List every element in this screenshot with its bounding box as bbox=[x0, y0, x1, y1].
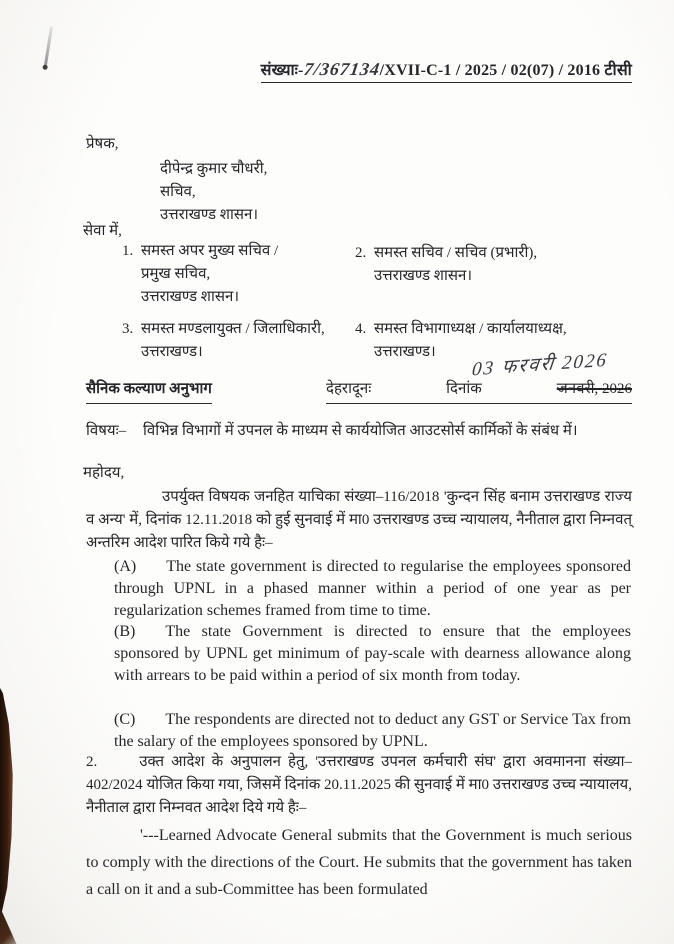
sender-details bbox=[160, 158, 267, 227]
recipient-item-1 bbox=[122, 240, 352, 309]
handwritten-date: 03 फरवरी 2026 bbox=[470, 349, 610, 381]
recipient-item-2 bbox=[355, 242, 625, 288]
place-date-group bbox=[326, 378, 632, 404]
recipient-line: समस्त विभागाध्यक्ष / कार्यालयाध्यक्ष, bbox=[374, 321, 567, 337]
subject-label: विषयः– bbox=[86, 423, 127, 439]
subject-text: विभिन्न विभागों में उपनल के माध्यम से कार्ययोजित आउटसोर्स कार्मिकों के संबंध में। bbox=[143, 423, 578, 439]
recipient-line: उत्तराखण्ड शासन। bbox=[374, 268, 473, 284]
court-direction-a bbox=[114, 556, 631, 622]
section-place-date-row bbox=[86, 378, 632, 404]
direction-text: The state government is directed to regularise the employees sponsored through UPNL in a phased manner within a period of one year as per regularization schemes framed from time to time. bbox=[114, 558, 631, 619]
subject-row bbox=[86, 420, 632, 442]
recipient-line: समस्त अपर मुख्य सचिव / bbox=[141, 243, 279, 259]
ref-handwritten-number: 7/367134 bbox=[302, 59, 382, 79]
sender-organization: उत्तराखण्ड शासन। bbox=[160, 207, 259, 223]
recipient-line: उत्तराखण्ड शासन। bbox=[141, 289, 240, 305]
ref-suffix: /XVII-C-1 / 2025 / 02(07) / 2016 टीसी bbox=[379, 62, 632, 79]
date-label: दिनांक bbox=[446, 381, 482, 397]
paragraph-2-text: उक्त आदेश के अनुपालन हेतु, 'उत्तराखण्ड उपनल कर्मचारी संघ' द्वारा अवमानना संख्या–402/2024 योजित किया गया, जिसमें दिनांक 20.11.2025 की सुनवाई में मा0 उत्तराखण्ड उच्च न्यायालय, नैनीताल द्वारा निम्नवत आदेश दिये गये हैः– bbox=[86, 754, 632, 816]
recipient-number: 2. bbox=[355, 245, 367, 261]
ref-prefix: संख्याः- bbox=[260, 62, 304, 79]
recipient-line: प्रमुख सचिव, bbox=[141, 266, 211, 282]
place-name: देहरादूनः bbox=[326, 381, 372, 397]
direction-tag: (A) bbox=[114, 558, 137, 575]
sender-name: दीपेन्द्र कुमार चौधरी, bbox=[160, 161, 268, 177]
recipient-line: समस्त मण्डलायुक्त / जिलाधिकारी, bbox=[141, 321, 325, 337]
reference-number-line bbox=[110, 58, 632, 83]
recipient-number: 3. bbox=[122, 321, 134, 337]
recipient-number: 4. bbox=[355, 321, 367, 337]
pen-mark bbox=[44, 26, 53, 66]
paragraph-2 bbox=[86, 751, 632, 820]
direction-text: The respondents are directed not to deduct any GST or Service Tax from the salary of the employees sponsored by UPNL. bbox=[114, 711, 631, 750]
scan-corner-artifact bbox=[0, 898, 30, 944]
direction-text: The state Government is directed to ensure that the employees sponsored by UPNL get minimum of pay-scale with dearness allowance along with arrears to be paid within a period of six month from today. bbox=[114, 623, 631, 684]
court-direction-b bbox=[114, 621, 631, 687]
sender-designation: सचिव, bbox=[160, 184, 196, 200]
recipient-line: समस्त सचिव / सचिव (प्रभारी), bbox=[374, 245, 538, 261]
quoted-order-paragraph: '---Learned Advocate General submits that the Government is much serious to comply with the directions of the Court. He submits that the government has taken a call on it and a sub-Committee has been formulated bbox=[86, 827, 632, 898]
recipient-line: उत्तराखण्ड। bbox=[141, 344, 203, 360]
direction-tag: (B) bbox=[114, 623, 136, 640]
printed-date-struck: जनवरी, 2026 bbox=[556, 381, 632, 397]
court-direction-c bbox=[114, 709, 631, 753]
recipient-number: 1. bbox=[122, 243, 134, 259]
paragraph-number: 2. bbox=[86, 754, 98, 770]
section-name: सैनिक कल्याण अनुभाग bbox=[86, 378, 212, 404]
addressee-label: सेवा में, bbox=[83, 223, 122, 239]
recipient-line: उत्तराखण्ड। bbox=[374, 344, 436, 360]
salutation: महोदय, bbox=[83, 465, 125, 481]
scan-edge-artifact bbox=[0, 688, 16, 944]
sender-label: प्रेषक, bbox=[86, 136, 119, 152]
paragraph-1: उपर्युक्त विषयक जनहित याचिका संख्या–116/2018 'कुन्दन सिंह बनाम उत्तराखण्ड राज्य व अन्य' में, दिनांक 12.11.2018 को हुई सुनवाई में मा0 उत्तराखण्ड उच्च न्यायालय, नैनीताल द्वारा निम्नवत् अन्तरिम आदेश पारित किये गये हैः– bbox=[86, 489, 632, 551]
direction-tag: (C) bbox=[114, 711, 136, 728]
recipient-item-3 bbox=[122, 318, 357, 364]
